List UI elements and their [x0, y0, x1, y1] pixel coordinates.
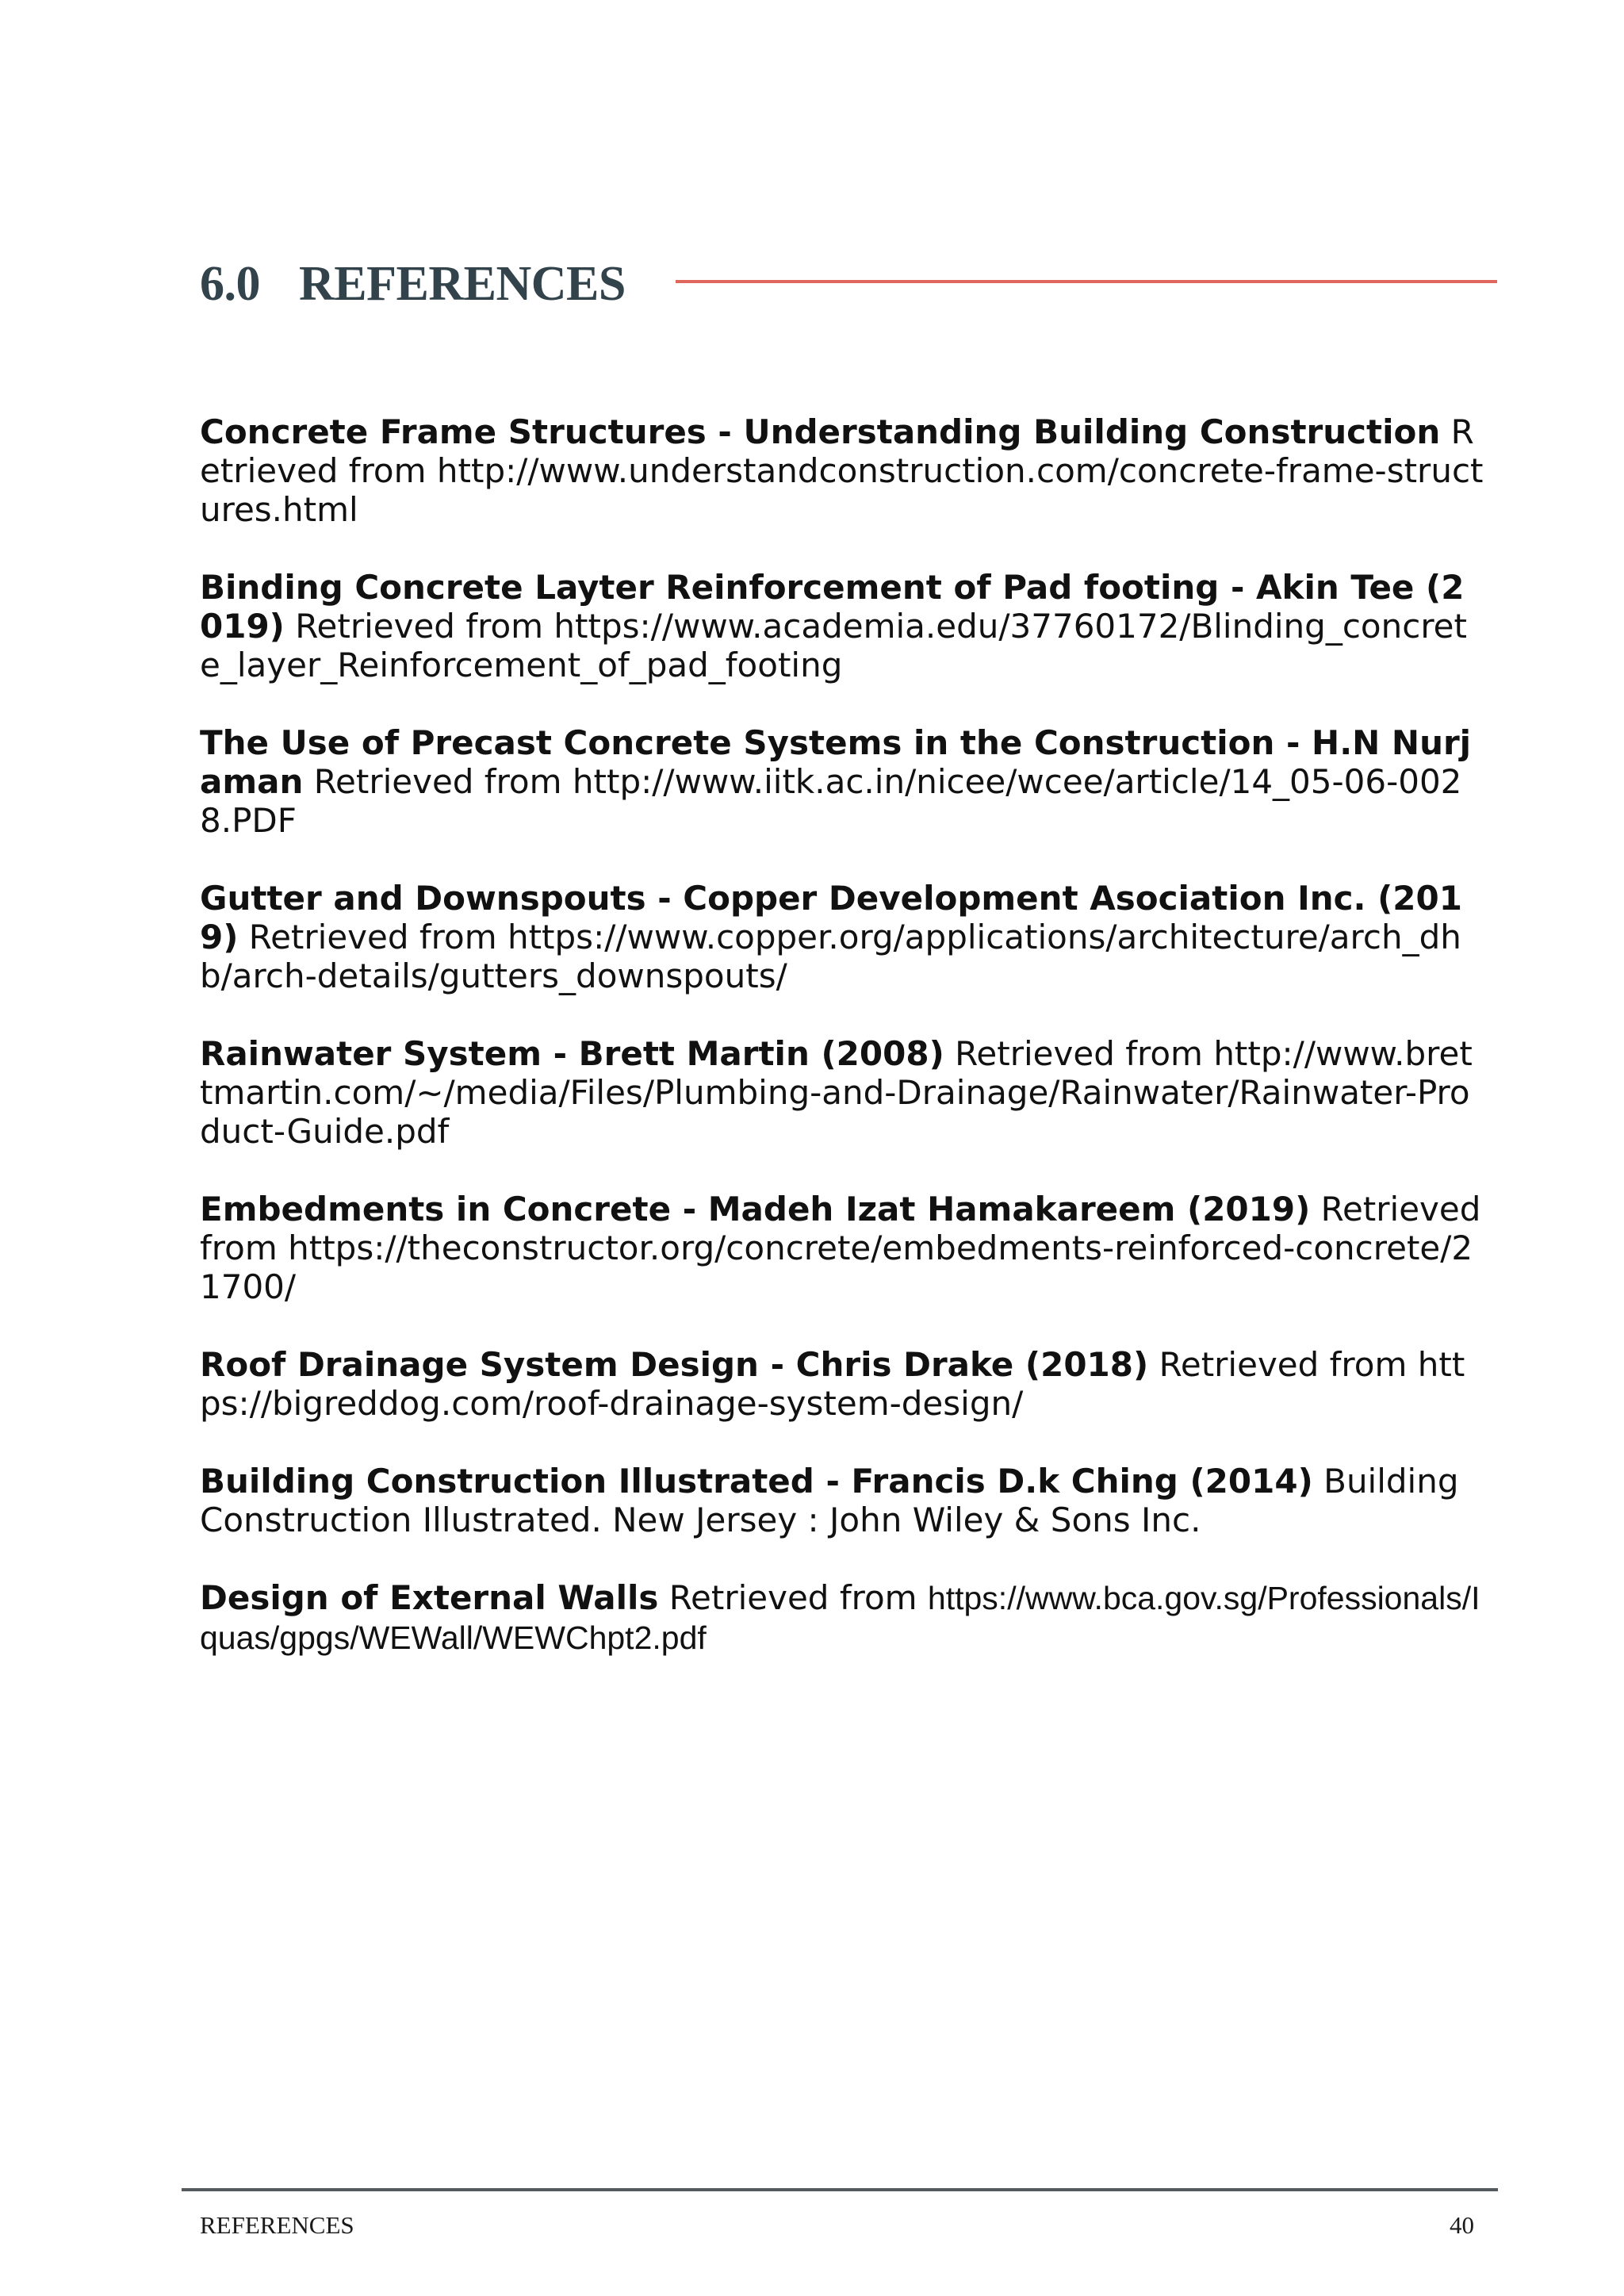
- reference-item: [200, 1345, 1484, 1423]
- reference-url[interactable]: https://bigreddog.com/roof-drainage-system-design/: [200, 1345, 1465, 1423]
- reference-url[interactable]: https://www.bca.gov.sg/Professionals/Iquas/gpgs/WEWall/WEWChpt2.pdf: [200, 1580, 1480, 1656]
- reference-title: Binding Concrete Layter Reinforcement of Pad footing - Akin Tee (2019): [200, 568, 1465, 646]
- section-number: 6.0: [200, 256, 260, 311]
- reference-item: [200, 1034, 1484, 1151]
- reference-url[interactable]: http://www.brettmartin.com/~/media/Files/Plumbing-and-Drainage/Rainwater/Rainwater-Product-Guide.pdf: [200, 1034, 1473, 1151]
- reference-detail: Building Construction Illustrated. New Jersey : John Wiley & Sons Inc.: [200, 1462, 1459, 1539]
- reference-item: [200, 1190, 1484, 1306]
- heading-divider: [676, 280, 1497, 283]
- reference-item: [200, 568, 1484, 684]
- reference-url[interactable]: https://www.academia.edu/37760172/Blinding_concrete_layer_Reinforcement_of_pad_footing: [200, 607, 1467, 684]
- reference-title: Roof Drainage System Design - Chris Drake (2018): [200, 1345, 1149, 1384]
- reference-detail: Retrieved from: [200, 412, 1474, 490]
- reference-detail: Retrieved from: [313, 762, 562, 801]
- reference-url[interactable]: http://www.understandconstruction.com/concrete-frame-structures.html: [200, 451, 1484, 529]
- reference-title: The Use of Precast Concrete Systems in the Construction - H.N Nurjaman: [200, 723, 1472, 801]
- page-number: 40: [1450, 2211, 1474, 2239]
- reference-detail: Retrieved from: [1159, 1345, 1408, 1384]
- reference-title: Building Construction Illustrated - Francis D.k Ching (2014): [200, 1462, 1313, 1501]
- reference-url[interactable]: https://theconstructor.org/concrete/embedments-reinforced-concrete/21700/: [200, 1228, 1473, 1306]
- reference-item: [200, 879, 1484, 995]
- reference-item: [200, 412, 1484, 529]
- reference-detail: Retrieved from: [295, 607, 544, 646]
- reference-detail: Retrieved from: [668, 1578, 917, 1617]
- section-title: REFERENCES: [299, 256, 626, 311]
- reference-item: [200, 1578, 1484, 1658]
- footer-divider: [182, 2188, 1498, 2191]
- section-heading: [200, 252, 626, 316]
- reference-detail: Retrieved from: [248, 918, 497, 956]
- reference-url[interactable]: https://www.copper.org/applications/architecture/arch_dhb/arch-details/gutters_downspouts/: [200, 918, 1461, 995]
- reference-item: [200, 723, 1484, 840]
- reference-title: Design of External Walls: [200, 1578, 659, 1617]
- footer-section-label: REFERENCES: [200, 2211, 354, 2239]
- reference-title: Rainwater System - Brett Martin (2008): [200, 1034, 944, 1073]
- reference-item: [200, 1462, 1484, 1539]
- reference-list: [200, 412, 1484, 1696]
- reference-title: Concrete Frame Structures - Understanding Building Construction: [200, 412, 1441, 451]
- reference-detail: Retrieved from: [200, 1190, 1481, 1267]
- reference-title: Gutter and Downspouts - Copper Development Asociation Inc. (2019): [200, 879, 1462, 956]
- reference-url[interactable]: http://www.iitk.ac.in/nicee/wcee/article/14_05-06-0028.PDF: [200, 762, 1462, 840]
- reference-title: Embedments in Concrete - Madeh Izat Hamakareem (2019): [200, 1190, 1311, 1228]
- reference-detail: Retrieved from: [955, 1034, 1203, 1073]
